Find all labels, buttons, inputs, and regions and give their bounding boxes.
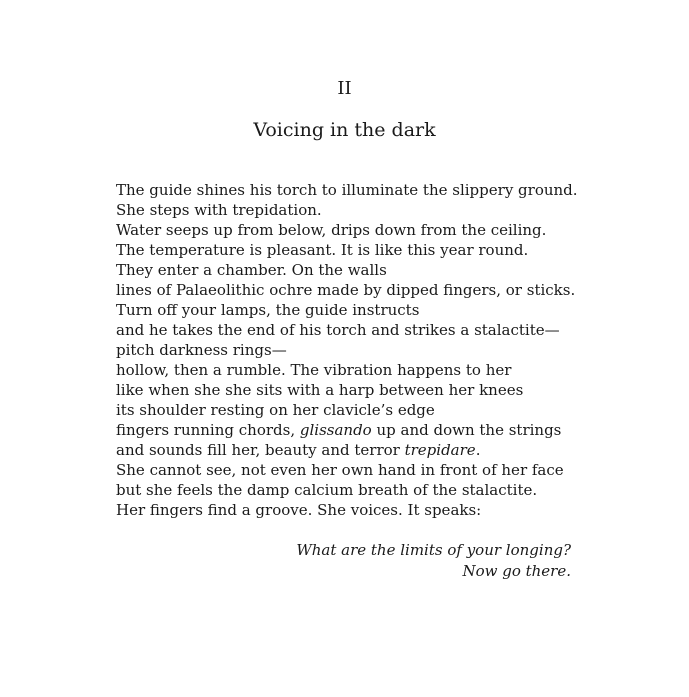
line-text: The temperature is pleasant. It is like this year round. — [116, 241, 529, 259]
poem-stanza — [116, 180, 596, 520]
line-text: its shoulder resting on her clavicle’s edge — [116, 401, 435, 419]
poem-title: Voicing in the dark — [253, 119, 436, 141]
closing-line: What are the limits of your longing? — [296, 541, 571, 559]
poem-line — [116, 440, 596, 460]
line-text: and sounds fill her, beauty and terror — [116, 441, 405, 459]
poem-line — [116, 380, 596, 400]
line-text: pitch darkness rings— — [116, 341, 287, 359]
poem-line — [116, 240, 596, 260]
line-text: . — [475, 441, 481, 459]
poem-line — [116, 200, 596, 220]
line-text: She steps with trepidation. — [116, 201, 322, 219]
poem-line — [116, 460, 596, 480]
line-text: Her fingers find a groove. She voices. It speaks: — [116, 501, 482, 519]
line-text: fingers running chords, — [116, 421, 300, 439]
line-text: lines of Palaeolithic ochre made by dipped fingers, or sticks. — [116, 281, 576, 299]
line-text: The guide shines his torch to illuminate the slippery ground. — [116, 181, 578, 199]
line-text: She cannot see, not even her own hand in front of her face — [116, 461, 564, 479]
italic-word: trepidare — [404, 441, 476, 459]
closing-lines — [296, 540, 571, 581]
section-number: II — [337, 78, 352, 99]
closing-line: Now go there. — [462, 561, 571, 580]
line-text: Water seeps up from below, drips down from the ceiling. — [116, 221, 547, 239]
poem-line — [116, 260, 596, 280]
poem-line — [116, 420, 596, 440]
poem-line — [116, 300, 596, 320]
poem-line — [116, 360, 596, 380]
poem-line — [116, 180, 596, 200]
line-text: Turn off your lamps, the guide instructs — [116, 301, 420, 319]
line-text: They enter a chamber. On the walls — [116, 261, 387, 279]
line-text: hollow, then a rumble. The vibration happens to her — [116, 361, 512, 379]
poem-line — [116, 340, 596, 360]
poem-line — [116, 500, 596, 520]
line-text: but she feels the damp calcium breath of the stalactite. — [116, 481, 538, 499]
italic-word: glissando — [299, 421, 372, 439]
poem-line — [116, 480, 596, 500]
poem-line — [116, 400, 596, 420]
line-text: like when she she sits with a harp between her knees — [116, 381, 524, 399]
poem-line — [116, 280, 596, 300]
poem-line — [116, 220, 596, 240]
poem-line — [116, 320, 596, 340]
line-text: up and down the strings — [371, 421, 562, 439]
line-text: and he takes the end of his torch and strikes a stalactite— — [116, 321, 560, 339]
